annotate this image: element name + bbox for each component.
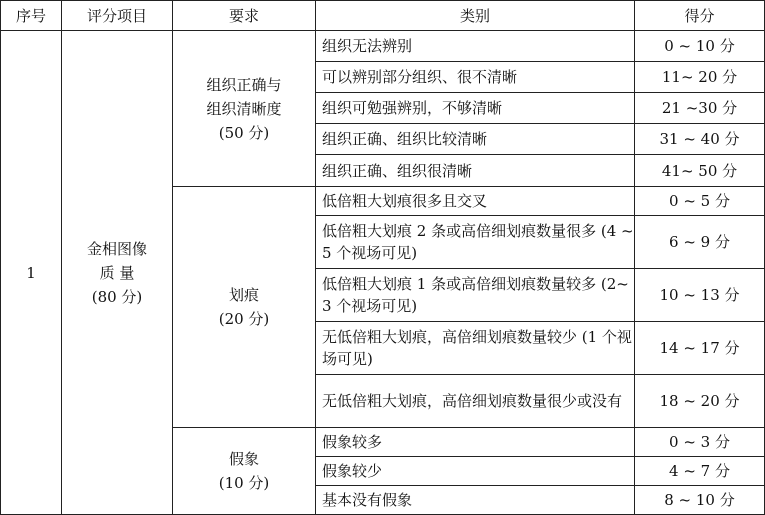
category-cell: 组织可勉强辨别，不够清晰 (316, 93, 635, 124)
requirement-line: 假象 (228, 450, 259, 468)
score-cell: 4 ~ 7 分 (635, 457, 765, 486)
header-category: 类别 (316, 1, 635, 31)
score-cell: 8 ~ 10 分 (635, 486, 765, 515)
category-cell: 低倍粗大划痕 2 条或高倍细划痕数量很多 (4 ~ 5 个视场可见) (316, 216, 635, 269)
category-cell: 组织正确、组织比较清晰 (316, 124, 635, 155)
header-item: 评分项目 (62, 1, 173, 31)
score-cell: 11~ 20 分 (635, 62, 765, 93)
item-line: 金相图像 (86, 239, 147, 258)
category-cell: 低倍粗大划痕 1 条或高倍细划痕数量较多 (2~ 3 个视场可见) (316, 269, 635, 322)
item-line: (80 分) (91, 287, 143, 306)
requirement-cell (173, 31, 316, 187)
category-cell: 低倍粗大划痕很多且交叉 (316, 187, 635, 216)
category-cell: 基本没有假象 (316, 486, 635, 515)
score-cell: 18 ~ 20 分 (635, 375, 765, 428)
category-cell: 无低倍粗大划痕，高倍细划痕数量较少 (1 个视场可见) (316, 322, 635, 375)
requirement-line: (20 分) (218, 310, 270, 328)
requirement-line: 组织正确与 (206, 75, 282, 94)
score-cell: 0 ~ 10 分 (635, 31, 765, 62)
header-row (1, 1, 765, 31)
requirement-line: 组织清晰度 (206, 99, 282, 118)
requirement-cell (173, 428, 316, 515)
score-cell: 10 ~ 13 分 (635, 269, 765, 322)
category-cell: 可以辨别部分组织、很不清晰 (316, 62, 635, 93)
category-cell: 组织正确、组织很清晰 (316, 155, 635, 187)
score-cell: 21 ~30 分 (635, 93, 765, 124)
table-row (1, 31, 765, 62)
requirement-line: (50 分) (218, 123, 270, 142)
header-seq: 序号 (1, 1, 62, 31)
requirement-cell (173, 187, 316, 428)
score-cell: 0 ~ 3 分 (635, 428, 765, 457)
requirement-line: (10 分) (218, 474, 270, 492)
category-cell: 组织无法辨别 (316, 31, 635, 62)
score-cell: 31 ~ 40 分 (635, 124, 765, 155)
score-cell: 41~ 50 分 (635, 155, 765, 187)
score-cell: 0 ~ 5 分 (635, 187, 765, 216)
seq-cell: 1 (1, 31, 62, 515)
category-cell: 无低倍粗大划痕，高倍细划痕数量很少或没有 (316, 375, 635, 428)
score-cell: 6 ~ 9 分 (635, 216, 765, 269)
score-cell: 14 ~ 17 分 (635, 322, 765, 375)
header-score: 得分 (635, 1, 765, 31)
category-cell: 假象较多 (316, 428, 635, 457)
item-cell (62, 31, 173, 515)
category-cell: 假象较少 (316, 457, 635, 486)
item-line: 质 量 (99, 263, 135, 282)
header-requirement: 要求 (173, 1, 316, 31)
requirement-line: 划痕 (228, 286, 259, 304)
